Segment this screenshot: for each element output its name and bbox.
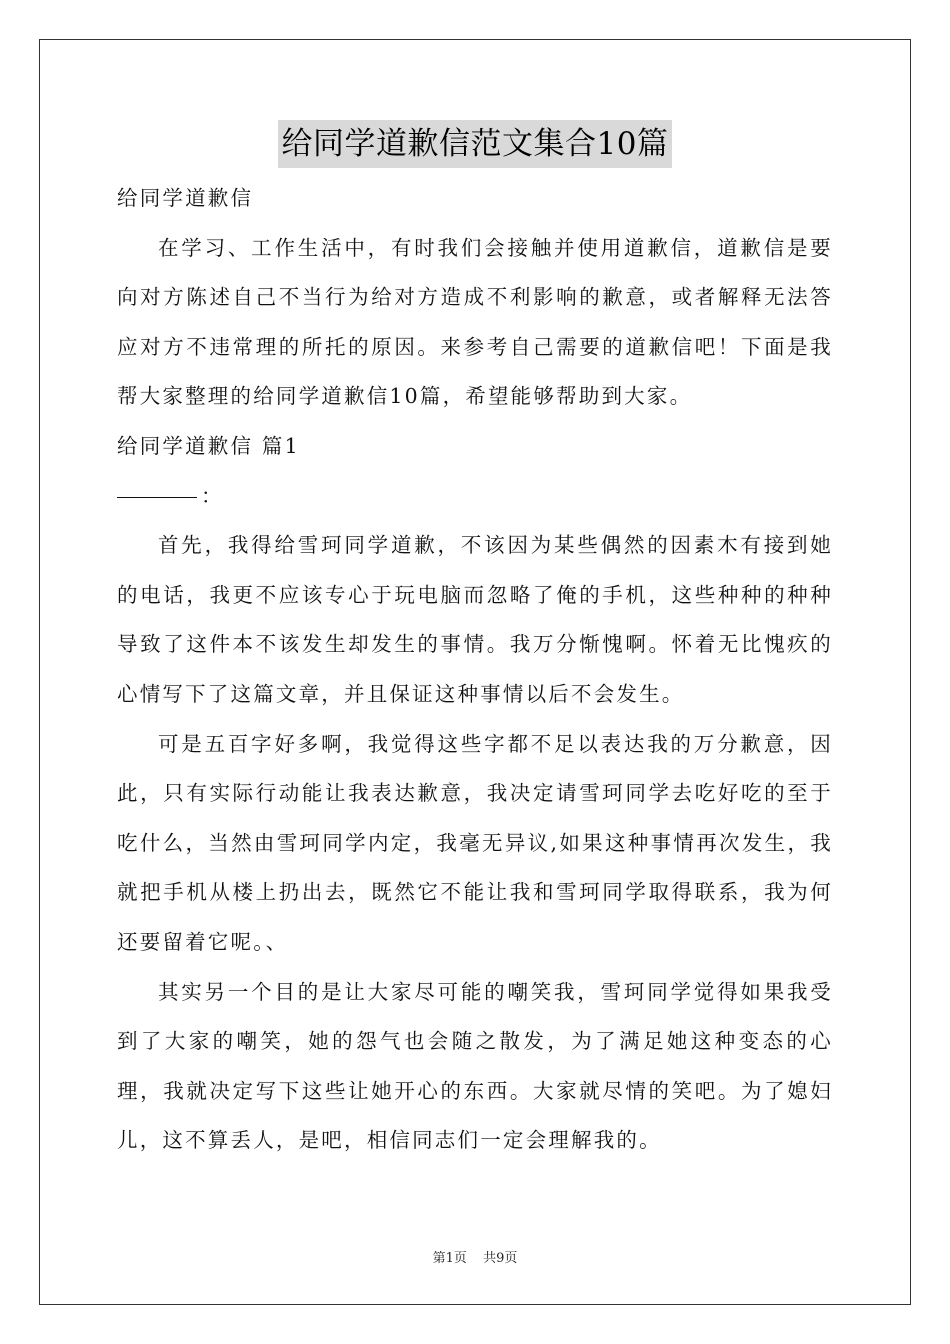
intro-paragraph: 在学习、工作生活中，有时我们会接触并使用道歉信，道歉信是要向对方陈述自己不当行为给对方造成不利影响的歉意，或者解释无法答应对方不违常理的所托的原因。来参考自己需要的道歉信吧！下面是我帮大家整理的给同学道歉信10篇，希望能够帮助到大家。 <box>117 235 833 409</box>
section-title: 给同学道歉信 篇1 <box>117 433 300 458</box>
salutation-line <box>117 472 833 522</box>
document-body <box>117 174 833 1166</box>
document-heading: 给同学道歉信 <box>117 186 254 210</box>
page-number: 第1页 <box>432 1251 467 1266</box>
salutation-blank <box>117 496 197 498</box>
document-title: 给同学道歉信范文集合10篇 <box>278 120 673 168</box>
page-footer <box>0 1247 950 1266</box>
body-paragraph-3: 其实另一个目的是让大家尽可能的嘲笑我，雪珂同学觉得如果我受到了大家的嘲笑，她的怨气也会随之散发，为了满足她这种变态的心理，我就决定写下这些让她开心的东西。大家就尽情的笑吧。为了媳妇儿，这不算丢人，是吧，相信同志们一定会理解我的。 <box>117 979 833 1153</box>
document-title-container <box>0 120 950 168</box>
body-paragraph-1: 首先，我得给雪珂同学道歉，不该因为某些偶然的因素木有接到她的电话，我更不应该专心于玩电脑而忽略了俺的手机，这些种种的种种导致了这件本不该发生却发生的事情。我万分惭愧啊。怀着无比愧疚的心情写下了这篇文章，并且保证这种事情以后不会发生。 <box>117 533 833 706</box>
body-paragraph-2: 可是五百字好多啊，我觉得这些字都不足以表达我的万分歉意，因此，只有实际行动能让我表达歉意，我决定请雪珂同学去吃好吃的至于吃什么，当然由雪珂同学内定，我毫无异议,如果这种事情再次发生，我就把手机从楼上扔出去，既然它不能让我和雪珂同学取得联系，我为何还要留着它呢。、 <box>117 731 833 954</box>
page-total: 共9页 <box>483 1251 518 1266</box>
salutation-colon: ： <box>201 483 224 508</box>
